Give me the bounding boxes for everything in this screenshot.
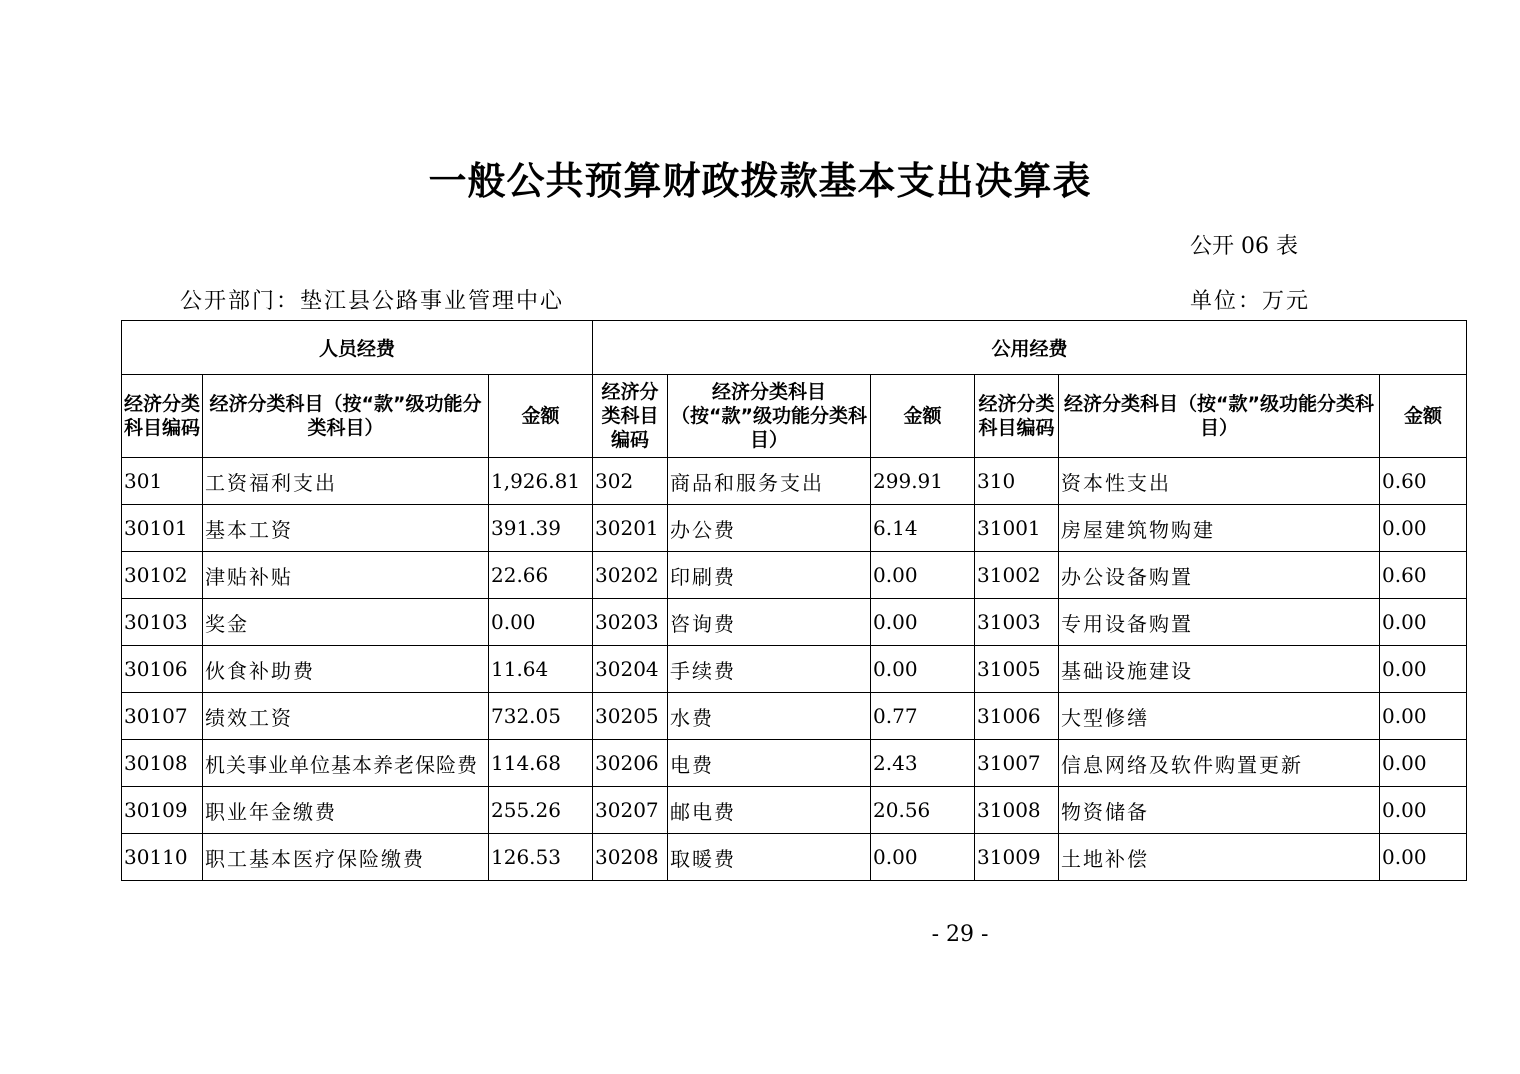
item-name-cell: 电费 bbox=[668, 740, 871, 787]
item-name-cell: 房屋建筑物购建 bbox=[1059, 505, 1380, 552]
amount-cell: 0.00 bbox=[1380, 646, 1467, 693]
item-name-cell: 邮电费 bbox=[668, 787, 871, 834]
department-label: 公开部门：垫江县公路事业管理中心 bbox=[180, 289, 565, 314]
item-name-cell: 基本工资 bbox=[203, 505, 489, 552]
code-cell: 30205 bbox=[593, 693, 668, 740]
group-header-personnel: 人员经费 bbox=[122, 321, 593, 375]
item-name-cell: 职业年金缴费 bbox=[203, 787, 489, 834]
item-name-cell: 印刷费 bbox=[668, 552, 871, 599]
amount-cell: 0.00 bbox=[489, 599, 593, 646]
item-name-cell: 商品和服务支出 bbox=[668, 458, 871, 505]
column-header-code: 经济分类科目编码 bbox=[122, 375, 203, 458]
amount-cell: 126.53 bbox=[489, 834, 593, 881]
amount-cell: 22.66 bbox=[489, 552, 593, 599]
column-header-code: 经济分类科目编码 bbox=[975, 375, 1059, 458]
item-name-cell: 工资福利支出 bbox=[203, 458, 489, 505]
amount-cell: 20.56 bbox=[871, 787, 975, 834]
column-header-amount: 金额 bbox=[871, 375, 975, 458]
table-row bbox=[122, 458, 1467, 505]
amount-cell: 114.68 bbox=[489, 740, 593, 787]
amount-cell: 0.77 bbox=[871, 693, 975, 740]
code-cell: 30208 bbox=[593, 834, 668, 881]
code-cell: 31007 bbox=[975, 740, 1059, 787]
code-cell: 31003 bbox=[975, 599, 1059, 646]
code-cell: 30110 bbox=[122, 834, 203, 881]
table-row bbox=[122, 552, 1467, 599]
code-cell: 31002 bbox=[975, 552, 1059, 599]
amount-cell: 391.39 bbox=[489, 505, 593, 552]
column-header-amount: 金额 bbox=[1380, 375, 1467, 458]
item-name-cell: 资本性支出 bbox=[1059, 458, 1380, 505]
code-cell: 30206 bbox=[593, 740, 668, 787]
amount-cell: 0.00 bbox=[871, 552, 975, 599]
amount-cell: 0.00 bbox=[1380, 740, 1467, 787]
item-name-cell: 水费 bbox=[668, 693, 871, 740]
code-cell: 30204 bbox=[593, 646, 668, 693]
code-cell: 30103 bbox=[122, 599, 203, 646]
item-name-cell: 办公费 bbox=[668, 505, 871, 552]
amount-cell: 0.00 bbox=[1380, 505, 1467, 552]
code-cell: 31001 bbox=[975, 505, 1059, 552]
amount-cell: 732.05 bbox=[489, 693, 593, 740]
column-header-name: 经济分类科目（按“款”级功能分类科目） bbox=[203, 375, 489, 458]
item-name-cell: 奖金 bbox=[203, 599, 489, 646]
code-cell: 30106 bbox=[122, 646, 203, 693]
amount-cell: 0.00 bbox=[871, 646, 975, 693]
amount-cell: 0.00 bbox=[1380, 787, 1467, 834]
table-row bbox=[122, 599, 1467, 646]
item-name-cell: 办公设备购置 bbox=[1059, 552, 1380, 599]
amount-cell: 0.00 bbox=[1380, 599, 1467, 646]
table-row bbox=[122, 505, 1467, 552]
amount-cell: 6.14 bbox=[871, 505, 975, 552]
item-name-cell: 土地补偿 bbox=[1059, 834, 1380, 881]
item-name-cell: 咨询费 bbox=[668, 599, 871, 646]
table-row bbox=[122, 740, 1467, 787]
amount-cell: 0.60 bbox=[1380, 458, 1467, 505]
item-name-cell: 大型修缮 bbox=[1059, 693, 1380, 740]
table-row bbox=[122, 787, 1467, 834]
form-number: 公开 06 表 bbox=[1190, 234, 1298, 259]
item-name-cell: 津贴补贴 bbox=[203, 552, 489, 599]
amount-cell: 11.64 bbox=[489, 646, 593, 693]
code-cell: 30101 bbox=[122, 505, 203, 552]
item-name-cell: 基础设施建设 bbox=[1059, 646, 1380, 693]
item-name-cell: 职工基本医疗保险缴费 bbox=[203, 834, 489, 881]
column-header-code: 经济分类科目编码 bbox=[593, 375, 668, 458]
code-cell: 301 bbox=[122, 458, 203, 505]
item-name-cell: 机关事业单位基本养老保险费 bbox=[203, 740, 489, 787]
code-cell: 30108 bbox=[122, 740, 203, 787]
code-cell: 30107 bbox=[122, 693, 203, 740]
page-number: - 29 - bbox=[931, 922, 989, 947]
amount-cell: 0.00 bbox=[1380, 834, 1467, 881]
code-cell: 30109 bbox=[122, 787, 203, 834]
amount-cell: 0.60 bbox=[1380, 552, 1467, 599]
code-cell: 31009 bbox=[975, 834, 1059, 881]
table-row bbox=[122, 693, 1467, 740]
code-cell: 30203 bbox=[593, 599, 668, 646]
amount-cell: 299.91 bbox=[871, 458, 975, 505]
amount-cell: 0.00 bbox=[1380, 693, 1467, 740]
code-cell: 302 bbox=[593, 458, 668, 505]
group-header-public: 公用经费 bbox=[593, 321, 1467, 375]
amount-cell: 2.43 bbox=[871, 740, 975, 787]
amount-cell: 255.26 bbox=[489, 787, 593, 834]
amount-cell: 0.00 bbox=[871, 599, 975, 646]
column-header-name: 经济分类科目（按“款”级功能分类科目） bbox=[668, 375, 871, 458]
code-cell: 30201 bbox=[593, 505, 668, 552]
column-header-name: 经济分类科目（按“款”级功能分类科目） bbox=[1059, 375, 1380, 458]
item-name-cell: 专用设备购置 bbox=[1059, 599, 1380, 646]
item-name-cell: 伙食补助费 bbox=[203, 646, 489, 693]
item-name-cell: 手续费 bbox=[668, 646, 871, 693]
unit-label: 单位：万元 bbox=[1190, 289, 1311, 314]
code-cell: 30102 bbox=[122, 552, 203, 599]
item-name-cell: 绩效工资 bbox=[203, 693, 489, 740]
table-row bbox=[122, 834, 1467, 881]
table-row bbox=[122, 646, 1467, 693]
code-cell: 30202 bbox=[593, 552, 668, 599]
code-cell: 31006 bbox=[975, 693, 1059, 740]
code-cell: 31005 bbox=[975, 646, 1059, 693]
column-header-amount: 金额 bbox=[489, 375, 593, 458]
item-name-cell: 信息网络及软件购置更新 bbox=[1059, 740, 1380, 787]
code-cell: 310 bbox=[975, 458, 1059, 505]
code-cell: 31008 bbox=[975, 787, 1059, 834]
item-name-cell: 取暖费 bbox=[668, 834, 871, 881]
code-cell: 30207 bbox=[593, 787, 668, 834]
expenditure-table bbox=[121, 320, 1467, 881]
amount-cell: 1,926.81 bbox=[489, 458, 593, 505]
item-name-cell: 物资储备 bbox=[1059, 787, 1380, 834]
page-title: 一般公共预算财政拨款基本支出决算表 bbox=[428, 158, 1092, 203]
amount-cell: 0.00 bbox=[871, 834, 975, 881]
